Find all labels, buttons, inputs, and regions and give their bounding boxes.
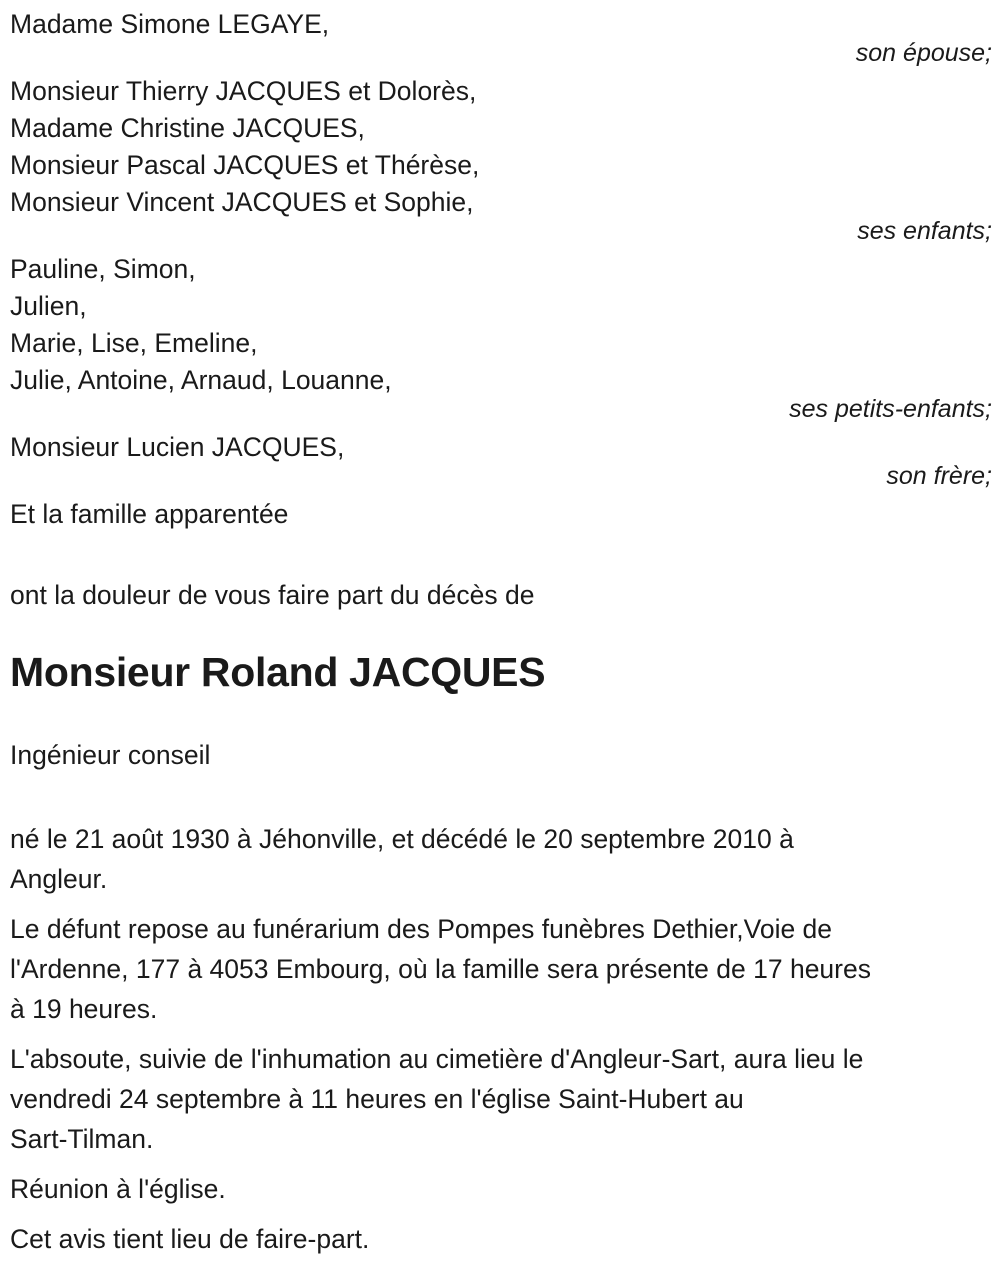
deceased-name-heading: Monsieur Roland JACQUES [10,649,546,695]
family-member-line: Monsieur Vincent JACQUES et Sophie, [10,187,474,217]
family-member-line: Julien, [10,291,87,321]
notice-paragraph-line: Le défunt repose au funérarium des Pompes funèbres Dethier,Voie de [10,914,833,944]
notice-paragraph [10,819,992,899]
notice-paragraph-line: à 19 heures. [10,994,158,1024]
announcement-intro: ont la douleur de vous faire part du décès de [10,580,535,610]
family-member-line: Julie, Antoine, Arnaud, Louanne, [10,365,392,395]
notice-paragraph-line: Réunion à l'église. [10,1174,226,1204]
notice-paragraph-line: l'Ardenne, 177 à 4053 Embourg, où la famille sera présente de 17 heures [10,954,871,984]
notice-paragraph-line: vendredi 24 septembre à 11 heures en l'église Saint-Hubert au [10,1084,744,1114]
family-member-line: Marie, Lise, Emeline, [10,328,258,358]
notice-paragraph [10,909,992,1029]
family-member-line: Madame Simone LEGAYE, [10,9,330,39]
family-member-line: Et la famille apparentée [10,499,289,529]
family-member-line: Monsieur Thierry JACQUES et Dolorès, [10,76,477,106]
notice-paragraph [10,1039,992,1159]
relation-label: son épouse; [855,39,992,67]
funeral-details [10,819,992,1259]
notice-paragraph-line: né le 21 août 1930 à Jéhonville, et décédé le 20 septembre 2010 à [10,824,794,854]
relation-label: ses petits-enfants; [789,395,992,423]
family-member-line: Monsieur Lucien JACQUES, [10,432,345,462]
notice-paragraph-line: Sart-Tilman. [10,1124,154,1154]
family-member-line: Madame Christine JACQUES, [10,113,365,143]
family-member-line: Pauline, Simon, [10,254,196,284]
relation-label: ses enfants; [857,217,992,245]
notice-paragraph-line: Cet avis tient lieu de faire-part. [10,1224,370,1254]
profession-line: Ingénieur conseil [10,740,211,770]
notice-paragraph-line: Angleur. [10,864,108,894]
notice-paragraph-line: L'absoute, suivie de l'inhumation au cimetière d'Angleur-Sart, aura lieu le [10,1044,864,1074]
notice-paragraph [10,1219,992,1259]
notice-paragraph [10,1169,992,1209]
family-member-line: Monsieur Pascal JACQUES et Thérèse, [10,150,480,180]
relation-label: son frère; [886,462,992,490]
family-section [10,6,992,533]
